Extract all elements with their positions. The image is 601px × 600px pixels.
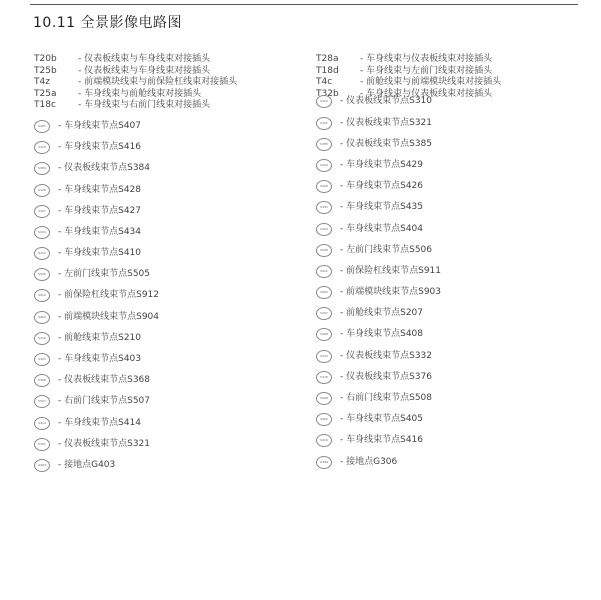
node-label: - 左前门线束节点S506 [340, 244, 432, 255]
node-label: - 仪表板线束节点S310 [340, 96, 432, 107]
connector-code: T25b [34, 65, 57, 76]
connector-item [34, 100, 304, 112]
node-label: - 车身线束节点S416 [58, 142, 141, 153]
connector-desc: - 仪表板线束与车身线束对接插头 [78, 65, 211, 76]
node-badge-icon: S403 [34, 353, 50, 366]
node-item [34, 332, 304, 353]
node-item [34, 395, 304, 416]
node-item [316, 159, 586, 180]
node-badge-icon: S414 [34, 417, 50, 430]
node-label: - 前保险杠线束节点S912 [58, 290, 159, 301]
node-label: - 仪表板线束节点S368 [58, 375, 150, 386]
node-item [316, 265, 586, 286]
node-badge-icon: S508 [316, 392, 332, 405]
node-badge-icon: S904 [34, 311, 50, 324]
node-label: - 前端模块线束节点S904 [58, 311, 159, 322]
connector-desc: - 车身线束与左前门线束对接插头 [360, 65, 493, 76]
node-badge-icon: S903 [316, 286, 332, 299]
node-label: - 前舱线束节点S210 [58, 332, 141, 343]
node-label: - 前舱线束节点S207 [340, 308, 423, 319]
connector-code: T25a [34, 88, 57, 99]
connector-desc: - 车身线束与前舱线束对接插头 [78, 88, 202, 99]
node-badge-icon: S410 [34, 247, 50, 260]
node-item [316, 95, 586, 116]
node-badge-icon: S912 [34, 289, 50, 302]
node-badge-icon: S911 [316, 265, 332, 278]
node-badge-icon: S506 [316, 244, 332, 257]
node-label: - 接地点G306 [340, 456, 398, 467]
connector-code: T4z [34, 77, 50, 88]
node-item [34, 205, 304, 226]
node-badge-icon: S321 [34, 438, 50, 451]
connector-desc: - 前端模块线束与前保险杠线束对接插头 [78, 77, 238, 88]
connector-desc: - 车身线束与仪表板线束对接插头 [360, 88, 493, 99]
left-node-list [34, 120, 304, 480]
node-item [316, 456, 586, 477]
node-badge-icon: S321 [316, 117, 332, 130]
node-item [34, 226, 304, 247]
node-badge-icon: S207 [316, 307, 332, 320]
node-item [316, 434, 586, 455]
node-label: - 仪表板线束节点S385 [340, 138, 432, 149]
connector-code: T18c [34, 100, 56, 111]
node-badge-icon: S405 [316, 413, 332, 426]
node-item [34, 247, 304, 268]
left-connector-list [34, 54, 304, 112]
node-badge-icon: S408 [316, 328, 332, 341]
node-label: - 前端模块线束节点S903 [340, 287, 441, 298]
node-item [316, 413, 586, 434]
node-badge-icon: S210 [34, 332, 50, 345]
node-label: - 车身线束节点S410 [58, 248, 141, 259]
node-label: - 仪表板线束节点S321 [58, 438, 150, 449]
ground-badge-icon: G403 [34, 459, 50, 472]
connector-desc: - 车身线束与仪表板线束对接插头 [360, 54, 493, 64]
node-badge-icon: S407 [34, 120, 50, 133]
node-item [316, 392, 586, 413]
node-label: - 车身线束节点S429 [340, 159, 423, 170]
connector-desc: - 前舱线束与前端模块线束对接插头 [360, 77, 502, 88]
connector-code: T18d [316, 65, 339, 76]
node-label: - 车身线束节点S414 [58, 417, 141, 428]
node-badge-icon: S332 [316, 350, 332, 363]
node-item [316, 117, 586, 138]
node-badge-icon: S434 [34, 226, 50, 239]
connector-item [316, 66, 586, 78]
node-badge-icon: S384 [34, 162, 50, 175]
node-badge-icon: S505 [34, 268, 50, 281]
node-item [34, 141, 304, 162]
node-badge-icon: S376 [316, 371, 332, 384]
node-badge-icon: S426 [316, 180, 332, 193]
node-item [316, 201, 586, 222]
ground-badge-icon: G306 [316, 456, 332, 469]
node-item [34, 268, 304, 289]
node-item [316, 328, 586, 349]
node-label: - 右前门线束节点S507 [58, 396, 150, 407]
connector-item [316, 77, 586, 89]
node-badge-icon: S404 [316, 223, 332, 236]
node-item [316, 244, 586, 265]
node-item [316, 286, 586, 307]
node-label: - 车身线束节点S405 [340, 414, 423, 425]
node-label: - 仪表板线束节点S376 [340, 371, 432, 382]
node-label: - 左前门线束节点S505 [58, 269, 150, 280]
connector-item [34, 54, 304, 66]
connector-code: T4c [316, 77, 333, 88]
node-badge-icon: S310 [316, 95, 332, 108]
connector-code: T32b [316, 88, 339, 99]
top-rule [30, 4, 578, 5]
node-item [316, 307, 586, 328]
connector-item [316, 54, 586, 66]
connector-item [34, 77, 304, 89]
right-column [316, 54, 586, 477]
connector-desc: - 车身线束与右前门线束对接插头 [78, 100, 211, 111]
node-badge-icon: S427 [34, 205, 50, 218]
node-label: - 车身线束节点S416 [340, 435, 423, 446]
right-node-list [316, 95, 586, 476]
node-item [34, 438, 304, 459]
node-item [34, 353, 304, 374]
node-item [34, 374, 304, 395]
node-label: - 车身线束节点S428 [58, 184, 141, 195]
node-badge-icon: S416 [316, 434, 332, 447]
node-badge-icon: S429 [316, 159, 332, 172]
node-item [316, 180, 586, 201]
node-label: - 右前门线束节点S508 [340, 393, 432, 403]
node-item [316, 350, 586, 371]
left-column [34, 54, 304, 480]
connector-code: T20b [34, 54, 57, 64]
node-label: - 车身线束节点S404 [340, 223, 423, 234]
node-item [34, 311, 304, 332]
node-item [34, 289, 304, 310]
node-item [34, 459, 304, 480]
node-label: - 仪表板线束节点S321 [340, 117, 432, 128]
node-label: - 车身线束节点S408 [340, 329, 423, 340]
connector-desc: - 仪表板线束与车身线束对接插头 [78, 54, 211, 64]
node-label: - 仪表板线束节点S332 [340, 350, 432, 361]
node-badge-icon: S435 [316, 201, 332, 214]
connector-item [34, 66, 304, 78]
node-badge-icon: S507 [34, 395, 50, 408]
node-label: - 车身线束节点S427 [58, 205, 141, 216]
node-item [34, 162, 304, 183]
node-item [316, 223, 586, 244]
connector-code: T28a [316, 54, 339, 64]
node-label: - 前保险杠线束节点S911 [340, 265, 441, 276]
node-label: - 接地点G403 [58, 459, 116, 470]
node-label: - 车身线束节点S426 [340, 181, 423, 192]
page-title: 10.11 全景影像电路图 [33, 15, 183, 31]
node-label: - 车身线束节点S434 [58, 226, 141, 237]
connector-item [34, 89, 304, 101]
node-item [316, 371, 586, 392]
node-badge-icon: S368 [34, 374, 50, 387]
node-item [316, 138, 586, 159]
node-badge-icon: S385 [316, 138, 332, 151]
node-item [34, 120, 304, 141]
node-label: - 车身线束节点S407 [58, 120, 141, 131]
node-label: - 仪表板线束节点S384 [58, 163, 150, 174]
node-badge-icon: S428 [34, 184, 50, 197]
node-badge-icon: S416 [34, 141, 50, 154]
node-label: - 车身线束节点S435 [340, 202, 423, 213]
node-item [34, 184, 304, 205]
node-item [34, 417, 304, 438]
node-label: - 车身线束节点S403 [58, 354, 141, 365]
